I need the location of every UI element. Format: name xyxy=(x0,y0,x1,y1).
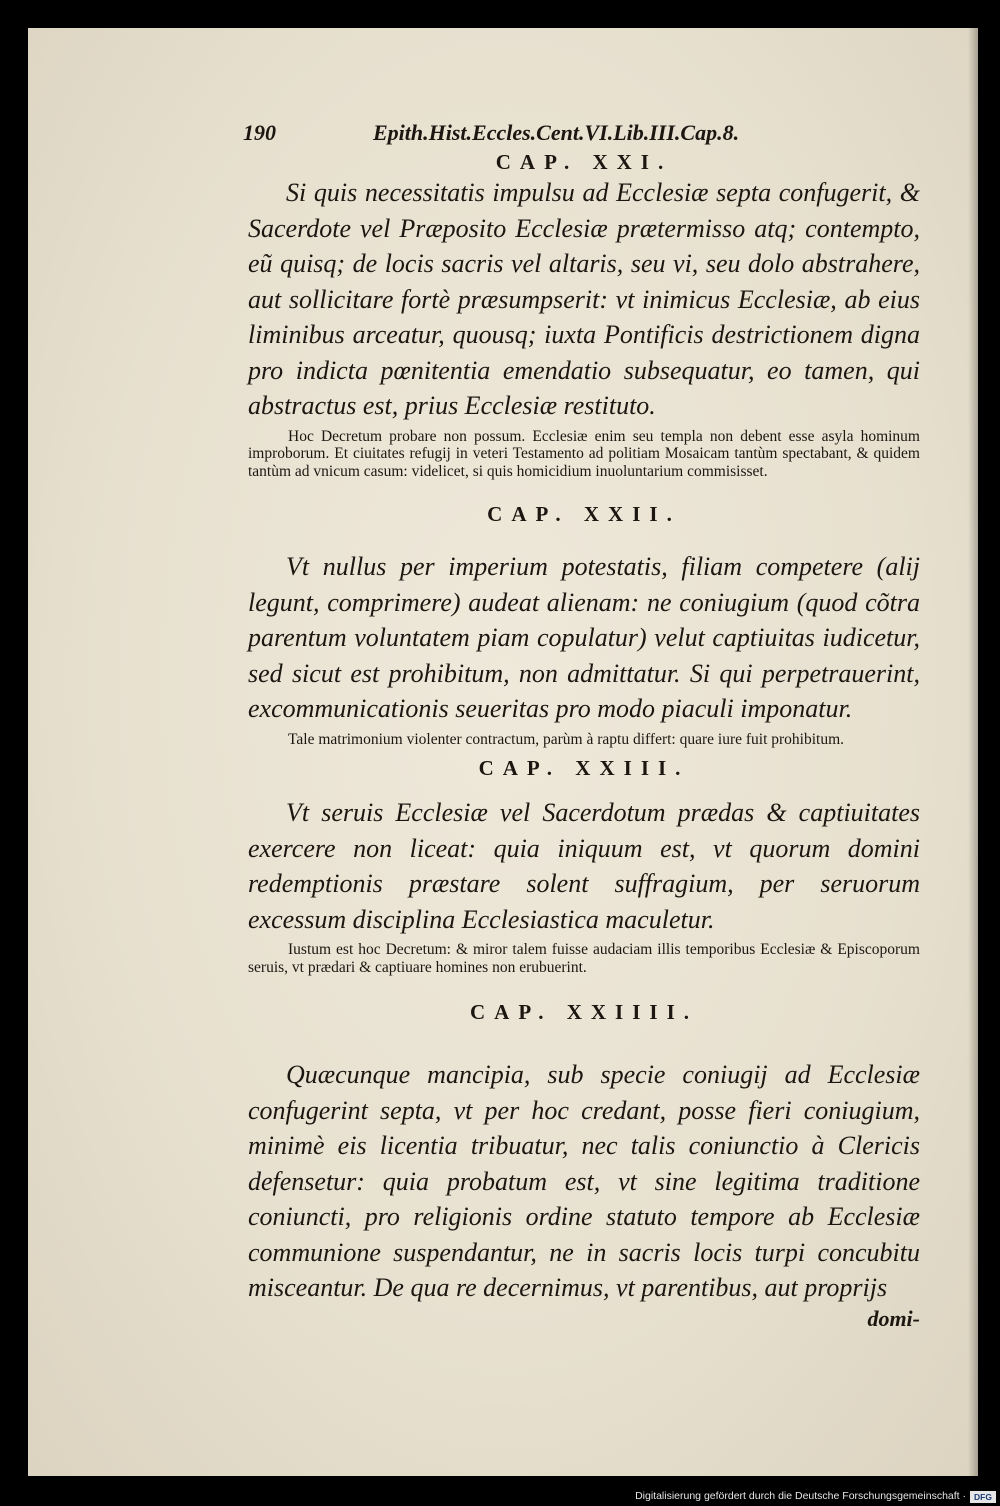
chapter-heading: CAP. XXIII. xyxy=(478,756,690,780)
funding-notice: Digitalisierung gefördert durch die Deutsche Forschungsgemeinschaft · xyxy=(635,1490,966,1502)
chapter-21 xyxy=(248,150,920,480)
commentary-note: Iustum est hoc Decretum: & miror talem fuisse audaciam illis temporibus Ecclesiæ & Episcoporum seruis, vt prædari & captiuare homines non erubuerint. xyxy=(248,941,920,976)
dfg-logo: DFG xyxy=(970,1491,996,1503)
commentary-note: Tale matrimonium violenter contractum, parùm à raptu differt: quare iure fuit prohibitum. xyxy=(288,730,845,748)
book-page xyxy=(28,28,978,1476)
page-edge-shadow xyxy=(968,28,978,1476)
footer-bar xyxy=(0,1488,1000,1506)
page-text-block xyxy=(243,112,920,1332)
chapter-heading: CAP. XXIIII. xyxy=(469,1000,698,1024)
decree-text: Quæcunque mancipia, sub specie coniugij ad Ecclesiæ confugerint septa, vt per hoc credant, posse fieri coniugium, minimè eis licentia tribuatur, nec talis coniunctio à Clericis defensetur: quia probatum est, vt sine legitima traditione coniuncti, pro religionis ordine statuto tempore ab Ecclesiæ communione suspendantur, ne in sacris locis turpi concubitu misceantur. De qua re decernimus, vt parentibus, aut proprijs xyxy=(248,1060,920,1302)
catchword: domi- xyxy=(867,1305,920,1331)
running-title: Epith.Hist.Eccles.Cent.VI.Lib.III.Cap.8. xyxy=(373,120,740,145)
decree-text: Vt seruis Ecclesiæ vel Sacerdotum prædas & captiuitates exercere non liceat: quia iniquum est, vt quorum domini redemptionis præstare solent suffragium, per seruorum excessum disciplina Ecclesiastica maculetur. xyxy=(248,798,920,934)
chapter-23 xyxy=(248,756,920,976)
decree-text: Si quis necessitatis impulsu ad Ecclesiæ septa confugerit, & Sacerdote vel Præposito Ecclesiæ prætermisso atq; contempto, eũ quisq; de locis sacris vel altaris, seu vi, seu dolo abstrahere, aut sollicitare fortè præsumpserit: vt inimicus Ecclesiæ, ab eius liminibus arceatur, quousq; iuxta Pontificis destrictionem digna pro indicta pœnitentia emendatio subsequatur, eo tamen, qui abstractus est, prius Ecclesiæ restituto. xyxy=(248,178,920,420)
chapter-22 xyxy=(248,502,920,748)
page-number: 190 xyxy=(243,120,276,145)
decree-text: Vt nullus per imperium potestatis, filiam competere (alij legunt, comprimere) audeat alienam: ne coniugium (quod cõtra parentum voluntatem piam copulatur) velut captiuitas iudicetur, sed sicut est prohibitum, non admittatur. Si qui perpetrauerint, excommunicationis seueritas pro modo piaculi imponatur. xyxy=(248,552,920,723)
page-header xyxy=(243,112,920,150)
chapter-heading: CAP. XXI. xyxy=(495,150,673,174)
commentary-note: Hoc Decretum probare non possum. Ecclesiæ enim seu templa non debent esse asyla hominum improborum. Et ciuitates refugij in veteri Testamento ad politiam Mosaicam tantùm spectabant, & quidem tantùm ad vnicum casum: videlicet, si quis homicidium inuoluntarium commisisset. xyxy=(248,427,920,480)
chapter-heading: CAP. XXII. xyxy=(487,502,681,526)
chapter-24 xyxy=(248,1000,920,1332)
